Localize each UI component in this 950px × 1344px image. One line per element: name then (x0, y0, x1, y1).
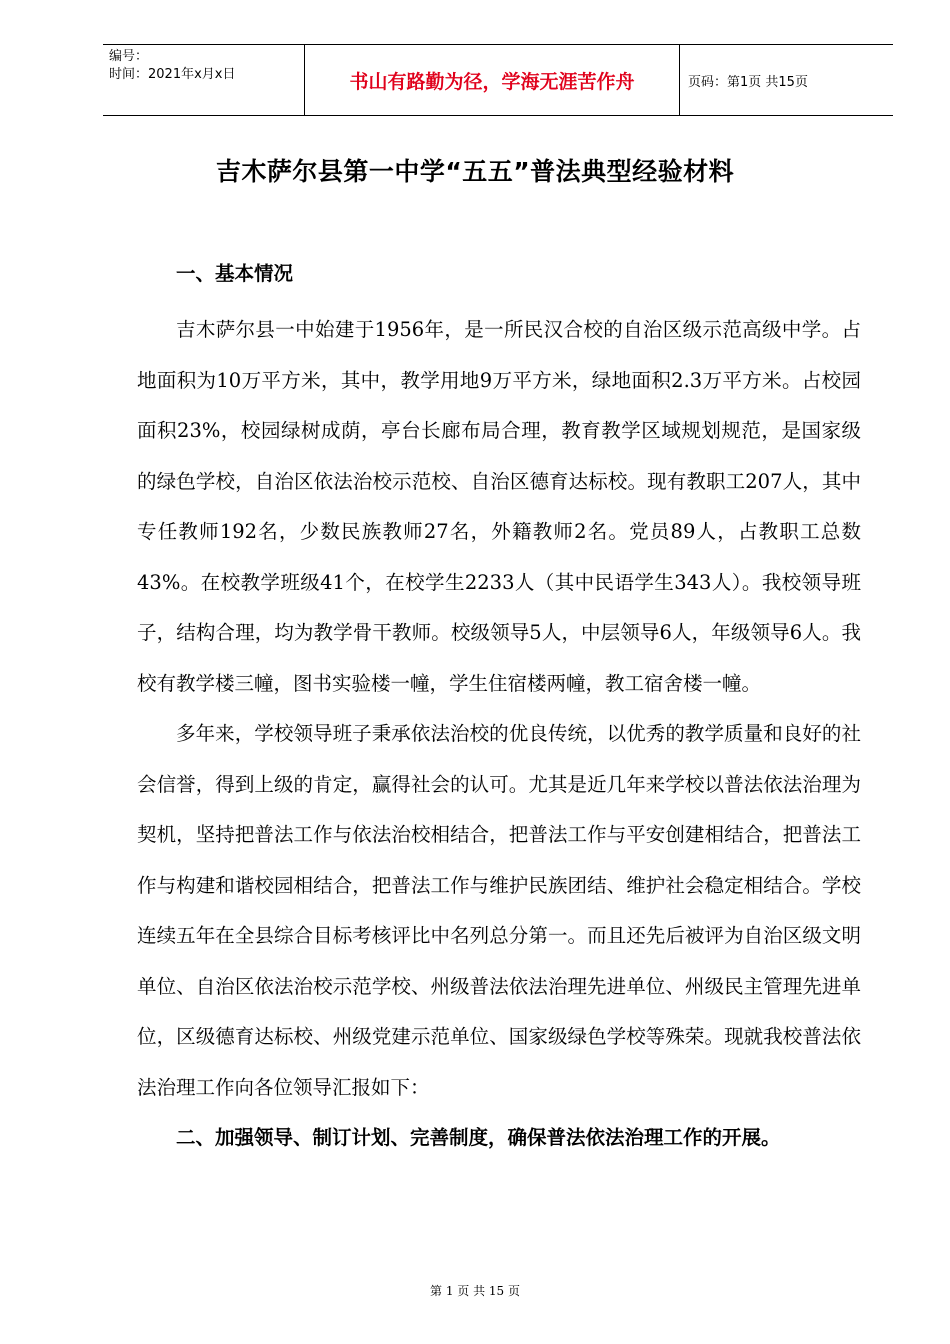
section1-heading: 一、基本情况 (176, 262, 294, 285)
paragraph-1: 吉木萨尔县一中始建于1956年，是一所民汉合校的自治区级示范高级中学。占地面积为10万平方米，其中，教学用地9万平方米，绿地面积2.3万平方米。占校园面积23%，校园绿树成荫，亭台长廊布局合理，教育教学区域规划规范，是国家级的绿色学校，自治区依法治校示范校、自治区德育达标校。现有教职工207人，其中专任教师192名，少数民族教师27名，外籍教师2名。党员89人，占教职工总数43%。在校教学班级41个，在校学生2233人（其中民语学生343人）。我校领导班子，结构合理，均为教学骨干教师。校级领导5人，中层领导6人，年级领导6人。我校有教学楼三幢，图书实验楼一幢，学生住宿楼两幢，教工宿舍楼一幢。 (137, 318, 861, 695)
page-footer: 第 1 页 共 15 页 (430, 1284, 520, 1298)
header-meta (103, 45, 303, 115)
time-label: 时间：2021年x月x日 (109, 67, 236, 82)
header-motto: 书山有路勤为径，学海无涯苦作舟 (304, 45, 680, 115)
document-title: 吉木萨尔县第一中学“五五”普法典型经验材料 (215, 157, 735, 186)
paragraph-2: 多年来，学校领导班子秉承依法治校的优良传统，以优秀的教学质量和良好的社会信誉，得到上级的肯定，赢得社会的认可。尤其是近几年来学校以普法依法治理为契机，坚持把普法工作与依法治校相结合，把普法工作与平安创建相结合，把普法工作与构建和谐校园相结合，把普法工作与维护民族团结、维护社会稳定相结合。学校连续五年在全县综合目标考核评比中名列总分第一。而且还先后被评为自治区级文明单位、自治区依法治校示范学校、州级普法依法治理先进单位、州级民主管理先进单位，区级德育达标校、州级党建示范单位、国家级绿色学校等殊荣。现就我校普法依法治理工作向各位领导汇报如下： (137, 722, 861, 1099)
document-body (137, 255, 861, 1163)
section2-heading: 二、加强领导、制订计划、完善制度，确保普法依法治理工作的开展。 (176, 1126, 781, 1149)
page-header (103, 44, 893, 116)
header-page-info: 页码：第1页 共15页 (688, 74, 808, 90)
code-label: 编号： (109, 49, 149, 64)
